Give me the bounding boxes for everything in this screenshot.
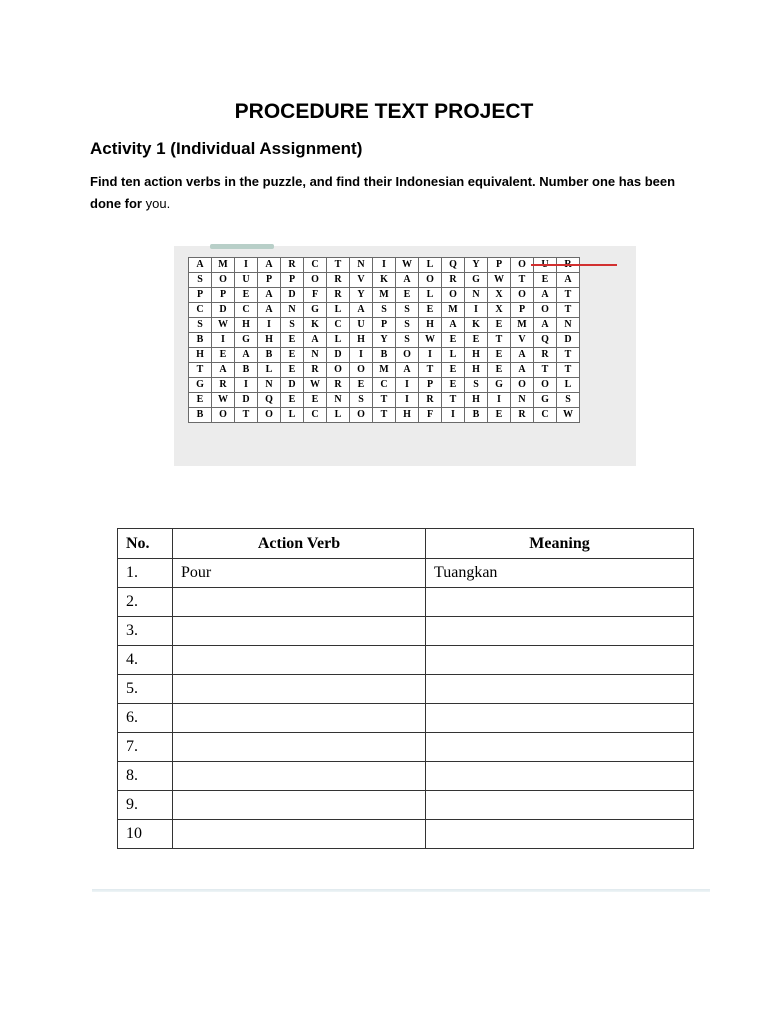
puzzle-cell: O	[511, 258, 534, 273]
puzzle-cell: D	[235, 393, 258, 408]
puzzle-cell: K	[465, 318, 488, 333]
action-verb-cell	[173, 675, 426, 704]
puzzle-cell: E	[442, 378, 465, 393]
answer-strikethrough	[531, 264, 617, 266]
meaning-cell	[426, 820, 694, 849]
puzzle-row	[189, 348, 580, 363]
puzzle-cell: P	[419, 378, 442, 393]
puzzle-cell: I	[212, 333, 235, 348]
puzzle-cell: S	[373, 303, 396, 318]
table-row	[118, 559, 694, 588]
puzzle-cell: T	[557, 303, 580, 318]
meaning-cell	[426, 675, 694, 704]
puzzle-cell: D	[281, 288, 304, 303]
table-row	[118, 704, 694, 733]
puzzle-cell: W	[212, 318, 235, 333]
puzzle-cell: T	[327, 258, 350, 273]
puzzle-cell: O	[350, 363, 373, 378]
puzzle-cell: H	[350, 333, 373, 348]
puzzle-cell: T	[373, 393, 396, 408]
row-number: 5.	[118, 675, 173, 704]
puzzle-cell: R	[327, 273, 350, 288]
puzzle-cell: N	[258, 378, 281, 393]
puzzle-cell: S	[396, 318, 419, 333]
table-row	[118, 791, 694, 820]
puzzle-cell: C	[235, 303, 258, 318]
puzzle-cell: E	[350, 378, 373, 393]
word-search-grid	[188, 257, 580, 423]
puzzle-cell: M	[442, 303, 465, 318]
puzzle-cell: E	[488, 348, 511, 363]
header-no: No.	[118, 529, 173, 559]
puzzle-row	[189, 303, 580, 318]
puzzle-cell: N	[557, 318, 580, 333]
activity-heading: Activity 1 (Individual Assignment)	[90, 139, 363, 158]
puzzle-cell: H	[189, 348, 212, 363]
table-row	[118, 675, 694, 704]
puzzle-cell: Y	[350, 288, 373, 303]
puzzle-cell: A	[396, 363, 419, 378]
puzzle-cell: T	[419, 363, 442, 378]
puzzle-cell: M	[212, 258, 235, 273]
puzzle-cell: O	[511, 378, 534, 393]
action-verb-cell	[173, 588, 426, 617]
puzzle-cell: S	[281, 318, 304, 333]
puzzle-cell: R	[327, 288, 350, 303]
puzzle-cell: T	[189, 363, 212, 378]
puzzle-cell: G	[235, 333, 258, 348]
puzzle-cell: W	[557, 408, 580, 423]
row-number: 7.	[118, 733, 173, 762]
puzzle-cell: E	[304, 393, 327, 408]
puzzle-cell: W	[212, 393, 235, 408]
puzzle-cell: T	[534, 363, 557, 378]
puzzle-cell: O	[327, 363, 350, 378]
puzzle-row	[189, 363, 580, 378]
meaning-cell	[426, 646, 694, 675]
puzzle-cell: G	[534, 393, 557, 408]
puzzle-cell: R	[327, 378, 350, 393]
puzzle-cell: O	[511, 288, 534, 303]
row-number: 9.	[118, 791, 173, 820]
puzzle-cell: D	[281, 378, 304, 393]
puzzle-cell: H	[396, 408, 419, 423]
action-verb-cell: Pour	[173, 559, 426, 588]
table-row	[118, 733, 694, 762]
puzzle-cell: T	[557, 288, 580, 303]
header-meaning: Meaning	[426, 529, 694, 559]
action-verb-cell	[173, 762, 426, 791]
puzzle-cell: R	[442, 273, 465, 288]
puzzle-cell: T	[557, 348, 580, 363]
puzzle-cell: L	[442, 348, 465, 363]
puzzle-cell: O	[534, 303, 557, 318]
puzzle-cell: F	[419, 408, 442, 423]
puzzle-cell: N	[350, 258, 373, 273]
puzzle-cell: N	[281, 303, 304, 318]
puzzle-cell: C	[534, 408, 557, 423]
puzzle-cell: E	[281, 348, 304, 363]
puzzle-cell: S	[396, 333, 419, 348]
puzzle-cell: I	[373, 258, 396, 273]
action-verb-cell	[173, 617, 426, 646]
puzzle-cell: B	[373, 348, 396, 363]
action-verb-cell	[173, 646, 426, 675]
instructions-tail: you.	[142, 196, 171, 211]
puzzle-image-tab	[210, 244, 274, 249]
puzzle-cell: I	[258, 318, 281, 333]
puzzle-cell: G	[465, 273, 488, 288]
puzzle-cell: A	[396, 273, 419, 288]
puzzle-cell: P	[281, 273, 304, 288]
puzzle-cell: O	[396, 348, 419, 363]
puzzle-cell: Y	[373, 333, 396, 348]
puzzle-cell: H	[465, 363, 488, 378]
puzzle-cell: H	[258, 333, 281, 348]
puzzle-cell: E	[235, 288, 258, 303]
puzzle-row	[189, 333, 580, 348]
meaning-cell	[426, 704, 694, 733]
puzzle-cell: S	[396, 303, 419, 318]
puzzle-cell: T	[373, 408, 396, 423]
puzzle-cell: G	[488, 378, 511, 393]
puzzle-cell: E	[534, 273, 557, 288]
puzzle-cell: A	[304, 333, 327, 348]
puzzle-cell: E	[396, 288, 419, 303]
puzzle-cell: A	[258, 258, 281, 273]
puzzle-cell: A	[442, 318, 465, 333]
puzzle-cell: S	[189, 318, 212, 333]
puzzle-cell: E	[442, 363, 465, 378]
puzzle-cell: B	[189, 408, 212, 423]
puzzle-cell: M	[511, 318, 534, 333]
puzzle-cell: E	[281, 363, 304, 378]
puzzle-cell: B	[258, 348, 281, 363]
table-row	[118, 617, 694, 646]
puzzle-cell: C	[373, 378, 396, 393]
puzzle-cell: C	[327, 318, 350, 333]
puzzle-cell: P	[488, 258, 511, 273]
puzzle-cell: I	[419, 348, 442, 363]
row-number: 3.	[118, 617, 173, 646]
puzzle-cell: R	[304, 363, 327, 378]
answer-table	[117, 528, 694, 849]
puzzle-cell: B	[189, 333, 212, 348]
action-verb-cell	[173, 704, 426, 733]
puzzle-cell: D	[327, 348, 350, 363]
puzzle-cell: C	[304, 258, 327, 273]
puzzle-cell: P	[189, 288, 212, 303]
puzzle-row	[189, 273, 580, 288]
puzzle-cell: E	[212, 348, 235, 363]
puzzle-cell: K	[304, 318, 327, 333]
puzzle-cell: H	[465, 393, 488, 408]
answer-table-header	[118, 529, 694, 559]
puzzle-row	[189, 393, 580, 408]
puzzle-cell: N	[304, 348, 327, 363]
puzzle-cell: B	[235, 363, 258, 378]
puzzle-cell: D	[212, 303, 235, 318]
puzzle-cell: E	[465, 333, 488, 348]
meaning-cell: Tuangkan	[426, 559, 694, 588]
header-action-verb: Action Verb	[173, 529, 426, 559]
puzzle-cell: I	[235, 378, 258, 393]
puzzle-cell: L	[327, 303, 350, 318]
puzzle-cell: I	[396, 393, 419, 408]
puzzle-cell: A	[557, 273, 580, 288]
puzzle-cell: F	[304, 288, 327, 303]
puzzle-cell: A	[258, 303, 281, 318]
meaning-cell	[426, 762, 694, 791]
puzzle-cell: M	[373, 363, 396, 378]
puzzle-cell: A	[189, 258, 212, 273]
puzzle-cell: N	[511, 393, 534, 408]
puzzle-cell: Q	[442, 258, 465, 273]
puzzle-cell: L	[327, 333, 350, 348]
puzzle-cell: I	[442, 408, 465, 423]
puzzle-cell: W	[488, 273, 511, 288]
puzzle-cell: L	[281, 408, 304, 423]
puzzle-cell: E	[189, 393, 212, 408]
table-row	[118, 588, 694, 617]
row-number: 4.	[118, 646, 173, 675]
puzzle-cell: O	[212, 408, 235, 423]
puzzle-cell: R	[534, 348, 557, 363]
puzzle-row	[189, 408, 580, 423]
puzzle-cell: X	[488, 288, 511, 303]
row-number: 6.	[118, 704, 173, 733]
puzzle-cell: P	[258, 273, 281, 288]
row-number: 10	[118, 820, 173, 849]
puzzle-cell: O	[442, 288, 465, 303]
puzzle-cell: E	[281, 333, 304, 348]
instructions-text: Find ten action verbs in the puzzle, and find their Indonesian equivalent. Number one has been done for	[90, 174, 676, 211]
puzzle-cell: O	[304, 273, 327, 288]
puzzle-row	[189, 288, 580, 303]
action-verb-cell	[173, 733, 426, 762]
row-number: 2.	[118, 588, 173, 617]
puzzle-cell: O	[212, 273, 235, 288]
puzzle-cell: G	[304, 303, 327, 318]
puzzle-cell: L	[419, 288, 442, 303]
puzzle-cell: P	[511, 303, 534, 318]
puzzle-cell: T	[235, 408, 258, 423]
puzzle-cell: T	[488, 333, 511, 348]
table-row	[118, 762, 694, 791]
puzzle-cell: I	[350, 348, 373, 363]
action-verb-cell	[173, 791, 426, 820]
puzzle-cell: Q	[534, 333, 557, 348]
meaning-cell	[426, 791, 694, 820]
puzzle-cell: C	[189, 303, 212, 318]
page-title: PROCEDURE TEXT PROJECT	[234, 100, 534, 123]
puzzle-cell: I	[465, 303, 488, 318]
puzzle-cell: A	[534, 288, 557, 303]
puzzle-cell: L	[419, 258, 442, 273]
puzzle-cell: Q	[258, 393, 281, 408]
puzzle-cell: E	[488, 318, 511, 333]
meaning-cell	[426, 617, 694, 646]
puzzle-cell: W	[419, 333, 442, 348]
puzzle-cell: O	[534, 378, 557, 393]
puzzle-cell: N	[327, 393, 350, 408]
puzzle-cell: T	[557, 363, 580, 378]
puzzle-row	[189, 258, 580, 273]
puzzle-cell: W	[304, 378, 327, 393]
puzzle-cell: V	[511, 333, 534, 348]
puzzle-cell: R	[281, 258, 304, 273]
meaning-cell	[426, 733, 694, 762]
puzzle-cell: A	[235, 348, 258, 363]
puzzle-cell: O	[258, 408, 281, 423]
puzzle-cell: S	[189, 273, 212, 288]
puzzle-cell: R	[511, 408, 534, 423]
puzzle-cell: S	[465, 378, 488, 393]
puzzle-cell: W	[396, 258, 419, 273]
puzzle-cell: H	[419, 318, 442, 333]
puzzle-cell: R	[419, 393, 442, 408]
puzzle-cell: D	[557, 333, 580, 348]
puzzle-cell: K	[373, 273, 396, 288]
puzzle-cell: A	[212, 363, 235, 378]
puzzle-cell: V	[350, 273, 373, 288]
puzzle-cell: H	[235, 318, 258, 333]
puzzle-cell: A	[511, 363, 534, 378]
puzzle-cell: I	[235, 258, 258, 273]
puzzle-cell: R	[212, 378, 235, 393]
puzzle-cell: U	[235, 273, 258, 288]
puzzle-cell: P	[212, 288, 235, 303]
puzzle-row	[189, 378, 580, 393]
puzzle-cell: P	[373, 318, 396, 333]
puzzle-cell: O	[419, 273, 442, 288]
puzzle-cell: E	[488, 363, 511, 378]
puzzle-cell: E	[419, 303, 442, 318]
puzzle-cell: C	[304, 408, 327, 423]
puzzle-cell: L	[557, 378, 580, 393]
puzzle-row	[189, 318, 580, 333]
puzzle-cell: Y	[465, 258, 488, 273]
puzzle-cell: L	[327, 408, 350, 423]
puzzle-cell: E	[442, 333, 465, 348]
divider-line	[92, 889, 710, 892]
puzzle-cell: S	[557, 393, 580, 408]
puzzle-cell: B	[465, 408, 488, 423]
row-number: 1.	[118, 559, 173, 588]
puzzle-cell: A	[511, 348, 534, 363]
puzzle-cell: H	[465, 348, 488, 363]
puzzle-cell: I	[488, 393, 511, 408]
puzzle-cell: L	[258, 363, 281, 378]
puzzle-cell: I	[396, 378, 419, 393]
puzzle-cell: X	[488, 303, 511, 318]
puzzle-cell: O	[350, 408, 373, 423]
puzzle-cell: A	[258, 288, 281, 303]
puzzle-cell: N	[465, 288, 488, 303]
puzzle-cell: E	[488, 408, 511, 423]
puzzle-cell: S	[350, 393, 373, 408]
meaning-cell	[426, 588, 694, 617]
puzzle-cell: E	[281, 393, 304, 408]
puzzle-cell: T	[511, 273, 534, 288]
puzzle-cell: T	[442, 393, 465, 408]
puzzle-cell: G	[189, 378, 212, 393]
row-number: 8.	[118, 762, 173, 791]
puzzle-cell: M	[373, 288, 396, 303]
instructions	[90, 171, 700, 215]
puzzle-cell: U	[350, 318, 373, 333]
table-row	[118, 820, 694, 849]
puzzle-cell: A	[534, 318, 557, 333]
puzzle-cell: A	[350, 303, 373, 318]
table-row	[118, 646, 694, 675]
action-verb-cell	[173, 820, 426, 849]
